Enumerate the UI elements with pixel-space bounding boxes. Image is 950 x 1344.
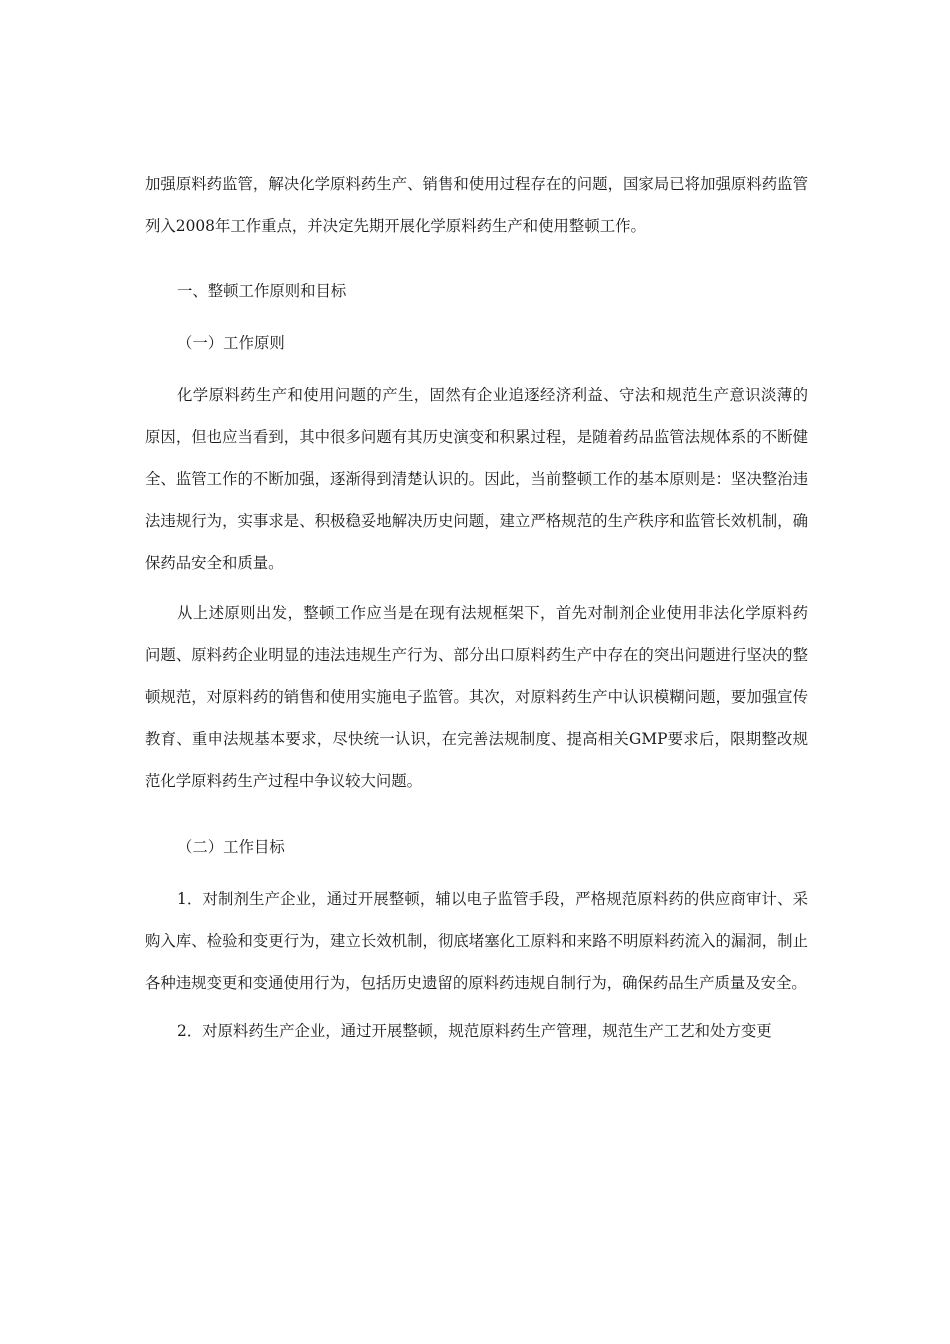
principles-paragraph-2: 从上述原则出发，整顿工作应当是在现有法规框架下，首先对制剂企业使用非法化学原料药问题、原料药企业明显的违法违规生产行为、部分出口原料药生产中存在的突出问题进行坚决的整顿规范，对原料药的销售和使用实施电子监管。其次，对原料药生产中认识模糊问题，要加强宣传教育、重申法规基本要求，尽快统一认识，在完善法规制度、提高相关GMP要求后，限期整改规范化学原料药生产过程中争议较大问题。	[145, 604, 808, 790]
goals-item-1: 1．对制剂生产企业，通过开展整顿，辅以电子监管手段，严格规范原料药的供应商审计、采购入库、检验和变更行为，建立长效机制，彻底堵塞化工原料和来路不明原料药流入的漏洞，制止各种违规变更和变通使用行为，包括历史遗留的原料药违规自制行为，确保药品生产质量及安全。	[145, 890, 808, 992]
section-heading-principles-goals: 一、整顿工作原则和目标	[177, 282, 347, 300]
document-body	[145, 163, 808, 1052]
subsection-heading-work-goals: （二）工作目标	[177, 838, 285, 856]
goals-item-2: 2．对原料药生产企业，通过开展整顿，规范原料药生产管理，规范生产工艺和处方变更	[177, 1022, 772, 1040]
subsection-heading-work-principles: （一）工作原则	[177, 334, 285, 352]
intro-paragraph: 加强原料药监管，解决化学原料药生产、销售和使用过程存在的问题，国家局已将加强原料药监管列入2008年工作重点，并决定先期开展化学原料药生产和使用整顿工作。	[145, 175, 808, 235]
principles-paragraph-1: 化学原料药生产和使用问题的产生，固然有企业追逐经济利益、守法和规范生产意识淡薄的原因，但也应当看到，其中很多问题有其历史演变和积累过程，是随着药品监管法规体系的不断健全、监管工作的不断加强，逐渐得到清楚认识的。因此，当前整顿工作的基本原则是：坚决整治违法违规行为，实事求是、积极稳妥地解决历史问题，建立严格规范的生产秩序和监管长效机制，确保药品安全和质量。	[145, 386, 808, 572]
